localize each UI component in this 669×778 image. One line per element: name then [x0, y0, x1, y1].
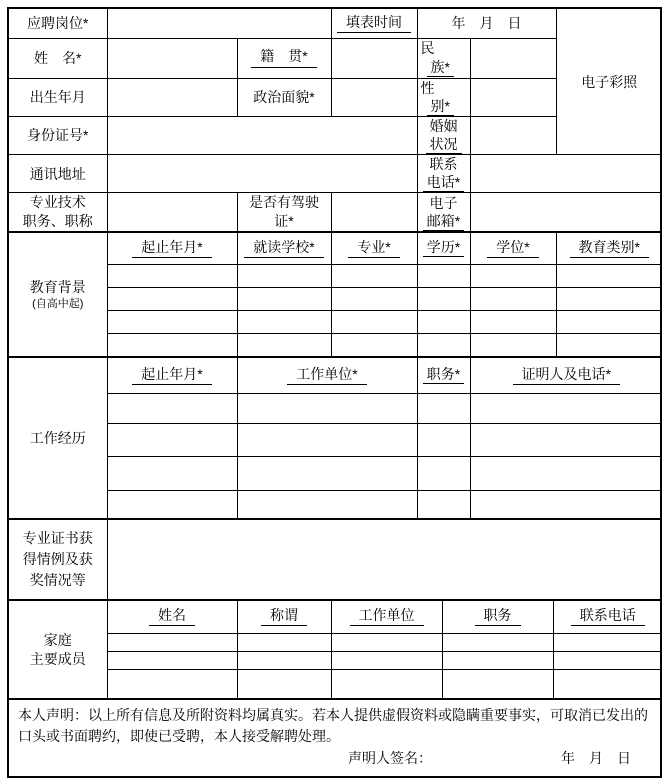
- family-header-employer: 工作单位: [331, 600, 442, 633]
- work-cell[interactable]: [470, 490, 662, 518]
- position-input-cell[interactable]: [107, 9, 331, 38]
- name-input-cell[interactable]: [107, 38, 237, 78]
- address-label: 通讯地址: [9, 155, 107, 193]
- form-date-value[interactable]: 年 月 日: [417, 9, 556, 38]
- work-header-reference: 证明人及电话*: [470, 357, 662, 393]
- work-cell[interactable]: [107, 423, 237, 456]
- family-cell[interactable]: [442, 633, 553, 651]
- education-cell[interactable]: [556, 287, 662, 310]
- id-number-input-cell[interactable]: [107, 116, 417, 154]
- education-cell[interactable]: [237, 287, 331, 310]
- education-header-degree-level: 学历*: [417, 232, 470, 264]
- family-section-label: 家庭 主要成员: [9, 600, 107, 698]
- declaration-table: [9, 698, 662, 776]
- phone-label: 联系 电话*: [417, 155, 470, 193]
- driver-license-label: 是否有驾驶 证*: [237, 193, 331, 231]
- ethnicity-label: 民 族*: [417, 38, 470, 78]
- professional-title-input-cell[interactable]: [107, 193, 237, 231]
- family-cell[interactable]: [442, 669, 553, 698]
- family-header-relation: 称谓: [237, 600, 331, 633]
- work-cell[interactable]: [417, 490, 470, 518]
- education-cell[interactable]: [331, 264, 417, 287]
- native-place-input-cell[interactable]: [331, 38, 417, 78]
- family-cell[interactable]: [237, 633, 331, 651]
- driver-license-input-cell[interactable]: [331, 193, 417, 231]
- work-header-employer: 工作单位*: [237, 357, 417, 393]
- family-cell[interactable]: [553, 669, 662, 698]
- family-header-position: 职务: [442, 600, 553, 633]
- family-table: [9, 599, 662, 698]
- education-cell[interactable]: [107, 264, 237, 287]
- family-header-phone: 联系电话: [553, 600, 662, 633]
- declaration-cell: [9, 699, 662, 776]
- certificates-label: 专业证书获 得情例及获 奖情况等: [9, 519, 107, 599]
- family-cell[interactable]: [442, 651, 553, 669]
- work-cell[interactable]: [417, 423, 470, 456]
- family-cell[interactable]: [331, 633, 442, 651]
- certificates-table: [9, 518, 662, 599]
- education-cell[interactable]: [417, 310, 470, 333]
- education-cell[interactable]: [470, 310, 556, 333]
- work-cell[interactable]: [237, 423, 417, 456]
- work-cell[interactable]: [470, 393, 662, 423]
- work-header-dates: 起止年月*: [107, 357, 237, 393]
- political-status-input-cell[interactable]: [331, 78, 417, 116]
- family-cell[interactable]: [107, 669, 237, 698]
- education-cell[interactable]: [331, 310, 417, 333]
- education-cell[interactable]: [417, 264, 470, 287]
- political-status-label: 政治面貌*: [237, 78, 331, 116]
- work-cell[interactable]: [237, 456, 417, 490]
- education-cell[interactable]: [331, 287, 417, 310]
- education-header-degree: 学位*: [470, 232, 556, 264]
- family-cell[interactable]: [331, 669, 442, 698]
- education-section-label: 教育背景 (自高中起): [9, 232, 107, 356]
- ethnicity-input-cell[interactable]: [470, 38, 556, 78]
- personal-info-table: [9, 9, 662, 231]
- marital-status-input-cell[interactable]: [470, 116, 556, 154]
- education-cell[interactable]: [470, 287, 556, 310]
- family-cell[interactable]: [237, 651, 331, 669]
- work-section-label: 工作经历: [9, 357, 107, 518]
- education-cell[interactable]: [556, 264, 662, 287]
- family-cell[interactable]: [331, 651, 442, 669]
- email-input-cell[interactable]: [470, 193, 662, 231]
- education-cell[interactable]: [237, 264, 331, 287]
- application-form: [7, 7, 662, 778]
- professional-title-label: 专业技术 职务、职称: [9, 193, 107, 231]
- work-cell[interactable]: [107, 393, 237, 423]
- work-cell[interactable]: [470, 423, 662, 456]
- name-label: 姓 名*: [9, 38, 107, 78]
- education-header-type: 教育类别*: [556, 232, 662, 264]
- education-header-school: 就读学校*: [237, 232, 331, 264]
- native-place-label: 籍 贯*: [237, 38, 331, 78]
- photo-placeholder[interactable]: 电子彩照: [556, 9, 662, 155]
- id-number-label: 身份证号*: [9, 116, 107, 154]
- family-cell[interactable]: [107, 651, 237, 669]
- family-header-name: 姓名: [107, 600, 237, 633]
- address-input-cell[interactable]: [107, 155, 417, 193]
- work-cell[interactable]: [237, 490, 417, 518]
- gender-input-cell[interactable]: [470, 78, 556, 116]
- marital-status-label: 婚姻 状况: [417, 116, 470, 154]
- work-cell[interactable]: [237, 393, 417, 423]
- education-cell[interactable]: [107, 333, 237, 356]
- signature-label: 声明人签名：: [348, 750, 432, 767]
- education-cell[interactable]: [556, 310, 662, 333]
- family-cell[interactable]: [553, 633, 662, 651]
- declaration-text: 本人声明：以上所有信息及所附资料均属真实。若本人提供虚假资料或隐瞒重要事实，可取消已发出的口头或书面聘约，即使已受聘，本人接受解聘处理。: [18, 707, 648, 745]
- form-date-label: 填表时间: [331, 9, 417, 38]
- education-header-dates: 起止年月*: [107, 232, 237, 264]
- work-cell[interactable]: [417, 393, 470, 423]
- family-cell[interactable]: [107, 633, 237, 651]
- education-cell[interactable]: [237, 310, 331, 333]
- certificates-input-cell[interactable]: [107, 519, 662, 599]
- gender-label: 性 别*: [417, 78, 470, 116]
- education-cell[interactable]: [107, 287, 237, 310]
- education-table: [9, 231, 662, 356]
- education-cell[interactable]: [556, 333, 662, 356]
- phone-input-cell[interactable]: [470, 155, 662, 193]
- work-cell[interactable]: [417, 456, 470, 490]
- work-cell[interactable]: [470, 456, 662, 490]
- work-cell[interactable]: [107, 456, 237, 490]
- email-label: 电子 邮箱*: [417, 193, 470, 231]
- education-cell[interactable]: [470, 264, 556, 287]
- work-cell[interactable]: [107, 490, 237, 518]
- birth-date-input-cell[interactable]: [107, 78, 237, 116]
- position-label: 应聘岗位*: [9, 9, 107, 38]
- education-cell[interactable]: [417, 333, 470, 356]
- education-cell[interactable]: [237, 333, 331, 356]
- education-cell[interactable]: [107, 310, 237, 333]
- family-cell[interactable]: [237, 669, 331, 698]
- education-cell[interactable]: [331, 333, 417, 356]
- education-cell[interactable]: [417, 287, 470, 310]
- work-table: [9, 356, 662, 518]
- education-cell[interactable]: [470, 333, 556, 356]
- family-cell[interactable]: [553, 651, 662, 669]
- education-header-major: 专业*: [331, 232, 417, 264]
- birth-date-label: 出生年月: [9, 78, 107, 116]
- work-header-position: 职务*: [417, 357, 470, 393]
- declaration-date: 年 月 日: [561, 750, 631, 767]
